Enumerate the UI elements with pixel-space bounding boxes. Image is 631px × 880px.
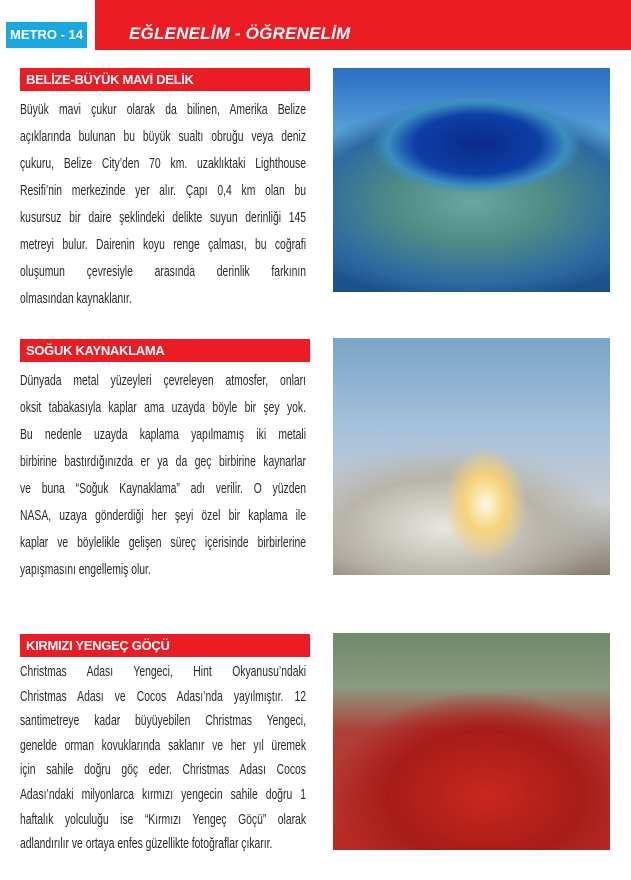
blue-hole-photo bbox=[333, 68, 610, 292]
section-cold-welding bbox=[20, 339, 310, 584]
red-crabs-photo bbox=[333, 633, 610, 850]
text-line: santimetreye kadar büyüyebilen Christmas Yengeci, bbox=[20, 713, 306, 730]
text-line: çukuru, Belize City’den 70 km. uzaklıktaki Lighthouse bbox=[20, 156, 306, 172]
text-line: Christmas Adası ve Cocos Adası’nda yayılmıştır. 12 bbox=[20, 688, 306, 705]
text-line: NASA, uzaya gönderdiği her şeyi özel bir kaplama ile bbox=[20, 508, 306, 524]
text-line: genelde orman kovuklarında saklanır ve her yıl üremek bbox=[20, 737, 306, 754]
section-text bbox=[20, 660, 306, 857]
text-line: kaplar ve böylelikle gelişen süreç içerisinde birbirlerine bbox=[20, 535, 306, 551]
shuttle-launch-photo bbox=[333, 338, 610, 575]
text-line: için sahile doğru göç eder. Christmas Adası Cocos bbox=[20, 762, 306, 779]
text-line: kusursuz bir daire şeklindeki delikte suyun derinliği 145 bbox=[20, 210, 306, 226]
section-text bbox=[20, 368, 306, 584]
text-line: Adası’ndaki milyonlarca kırmızı yengecin sahile doğru 1 bbox=[20, 786, 306, 803]
text-line: oksit tabakasıyla kaplar ama uzayda böyle bir şey yok. bbox=[20, 400, 306, 416]
text-line: oluşumun çevresiyle arasında derinlik farkının bbox=[20, 264, 306, 280]
text-line: birbirine bastırdığınızda er ya da geç birbirine kaynarlar bbox=[20, 454, 306, 470]
section-title: KIRMIZI YENGEÇ GÖÇÜ bbox=[20, 634, 310, 657]
section-title: BELİZE-BÜYÜK MAVİ DELİK bbox=[20, 68, 310, 91]
section-text bbox=[20, 97, 306, 313]
section-blue-hole bbox=[20, 68, 310, 313]
text-line: ve buna “Soğuk Kaynaklama” adı verilir. O yüzden bbox=[20, 481, 306, 497]
issue-badge: METRO - 14 bbox=[6, 22, 87, 48]
text-line: Dünyada metal yüzeyleri çevreleyen atmosfer, onları bbox=[20, 373, 306, 389]
text-line: Resifi’nin merkezinde yer alır. Çapı 0,4 km olan bu bbox=[20, 183, 306, 199]
header-bar bbox=[95, 0, 631, 50]
text-line: adlandırılır ve ortaya enfes güzellikte fotoğraflar çıkarır. bbox=[20, 836, 273, 853]
text-line: Christmas Adası Yengeci, Hint Okyanusu’ndaki bbox=[20, 664, 306, 680]
text-line: Büyük mavi çukur olarak da bilinen, Amerika Belize bbox=[20, 102, 306, 118]
text-line: metreyi bulur. Dairenin koyu renge çalması, bu coğrafi bbox=[20, 237, 306, 253]
text-line: açıklarında bulunan bu büyük sualtı obruğu veya deniz bbox=[20, 129, 306, 145]
text-line: haftalık yolculuğu ise “Kırmızı Yengeç Göçü” olarak bbox=[20, 811, 306, 828]
section-title: SOĞUK KAYNAKLAMA bbox=[20, 339, 310, 362]
text-line: olmasından kaynaklanır. bbox=[20, 291, 132, 307]
text-line: yapışmasını engellemiş olur. bbox=[20, 562, 151, 578]
section-red-crab bbox=[20, 634, 310, 857]
page-title: EĞLENELİM - ÖĞRENELİM bbox=[129, 24, 351, 43]
text-line: Bu nedenle uzayda kaplama yapılmamış iki metali bbox=[20, 427, 306, 443]
